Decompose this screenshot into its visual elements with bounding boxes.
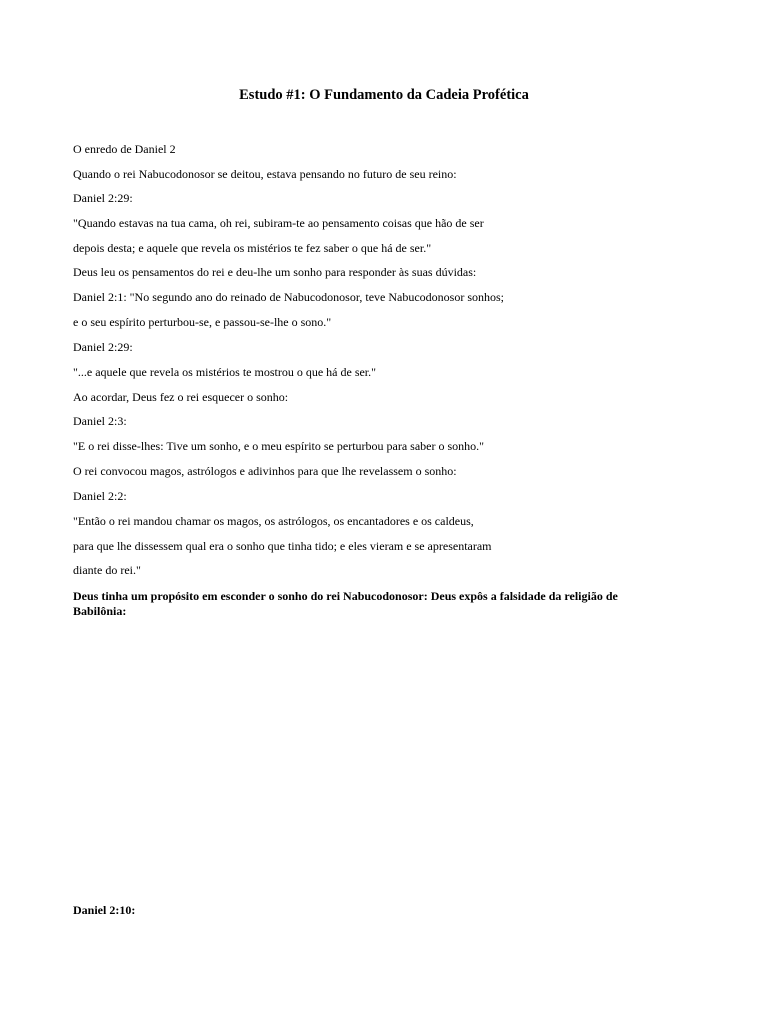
text-line: Daniel 2:1: "No segundo ano do reinado de Nabucodonosor, teve Nabucodonosor sonhos; bbox=[73, 290, 504, 304]
text-line: depois desta; e aquele que revela os mistérios te fez saber o que há de ser." bbox=[73, 241, 432, 255]
text-line: Daniel 2:29: bbox=[73, 340, 133, 354]
text-line: Daniel 2:2: bbox=[73, 489, 127, 503]
text-line: diante do rei." bbox=[73, 563, 141, 577]
text-line: "Então o rei mandou chamar os magos, os astrólogos, os encantadores e os caldeus, bbox=[73, 514, 474, 528]
document-title: Estudo #1: O Fundamento da Cadeia Profética bbox=[239, 87, 529, 103]
text-line: O rei convocou magos, astrólogos e adivinhos para que lhe revelassem o sonho: bbox=[73, 464, 457, 478]
text-line: Daniel 2:29: bbox=[73, 191, 133, 205]
text-line: Deus leu os pensamentos do rei e deu-lhe um sonho para responder às suas dúvidas: bbox=[73, 265, 477, 279]
text-line: e o seu espírito perturbou-se, e passou-se-lhe o sono." bbox=[73, 315, 332, 329]
text-line: "E o rei disse-lhes: Tive um sonho, e o meu espírito se perturbou para saber o sonho." bbox=[73, 439, 485, 453]
text-line: para que lhe dissessem qual era o sonho que tinha tido; e eles vieram e se apresentaram bbox=[73, 539, 492, 553]
scripture-reference-heading: Daniel 2:10: bbox=[73, 903, 136, 917]
text-line: "Quando estavas na tua cama, oh rei, subiram-te ao pensamento coisas que hão de ser bbox=[73, 216, 484, 230]
text-line: Ao acordar, Deus fez o rei esquecer o sonho: bbox=[73, 390, 289, 404]
text-line: Daniel 2:3: bbox=[73, 414, 127, 428]
text-line: O enredo de Daniel 2 bbox=[73, 142, 176, 156]
text-line: Quando o rei Nabucodonosor se deitou, estava pensando no futuro de seu reino: bbox=[73, 167, 457, 181]
bold-paragraph: Deus tinha um propósito em esconder o sonho do rei Nabucodonosor: Deus expôs a falsidade da religião de Babilônia: bbox=[73, 589, 618, 618]
text-line: "...e aquele que revela os mistérios te mostrou o que há de ser." bbox=[73, 365, 377, 379]
